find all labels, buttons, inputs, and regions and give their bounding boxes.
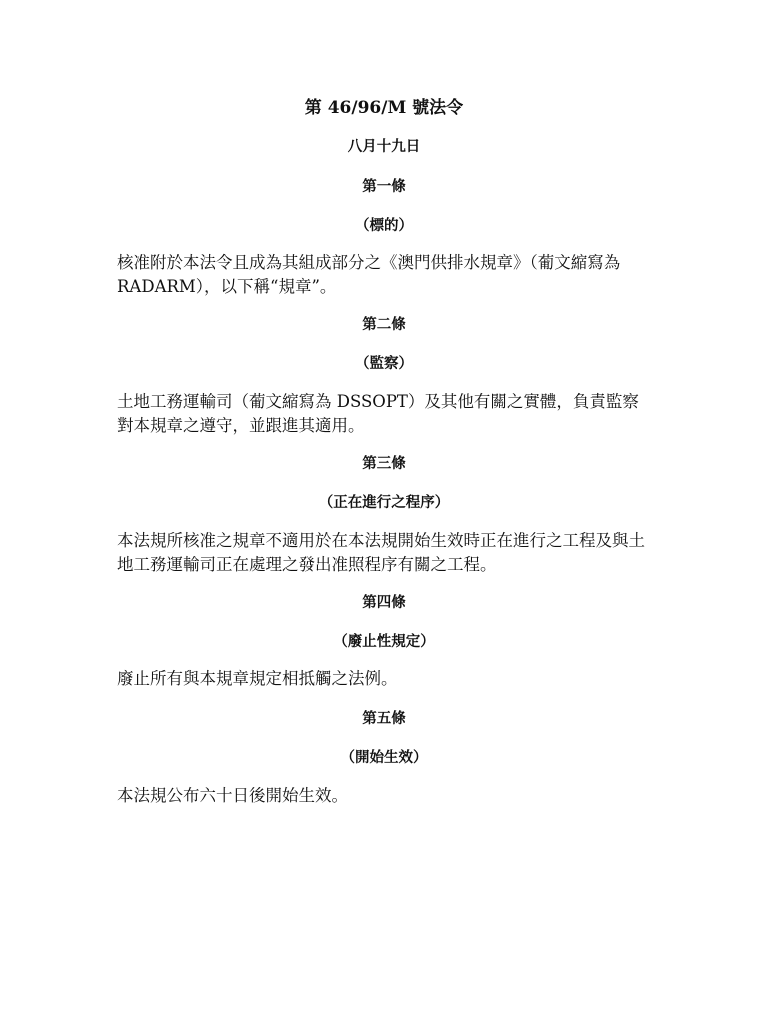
article-2-subject: （監察） [355, 355, 413, 372]
article-5-text: 本法規公布六十日後開始生效。 [117, 786, 348, 805]
article-5-subject: （開始生效） [340, 749, 428, 766]
decree-title: 第 46/96/M 號法令 [304, 98, 464, 118]
article-1-heading: 第一條 [362, 178, 406, 195]
article-1-subject: （標的） [355, 217, 413, 234]
article-4-subject: （廢止性規定） [333, 633, 435, 650]
article-4-heading: 第四條 [362, 594, 406, 611]
article-2-text: 土地工務運輸司（葡文縮寫為 DSSOPT）及其他有關之實體，負責監察對本規章之遵守，並跟進其適用。 [117, 392, 639, 435]
article-3-heading: 第三條 [362, 455, 406, 472]
article-4-text: 廢止所有與本規章規定相抵觸之法例。 [117, 669, 398, 688]
article-3-subject: （正在進行之程序） [318, 494, 450, 511]
article-5-heading: 第五條 [362, 710, 406, 727]
article-1-text: 核准附於本法令且成為其組成部分之《澳門供排水規章》（葡文縮寫為 RADARM），以下稱“規章”。 [117, 253, 621, 296]
article-3-text: 本法規所核准之規章不適用於在本法規開始生效時正在進行之工程及與土地工務運輸司正在處理之發出准照程序有關之工程。 [117, 531, 645, 574]
decree-date: 八月十九日 [347, 138, 421, 155]
article-2-heading: 第二條 [362, 316, 406, 333]
